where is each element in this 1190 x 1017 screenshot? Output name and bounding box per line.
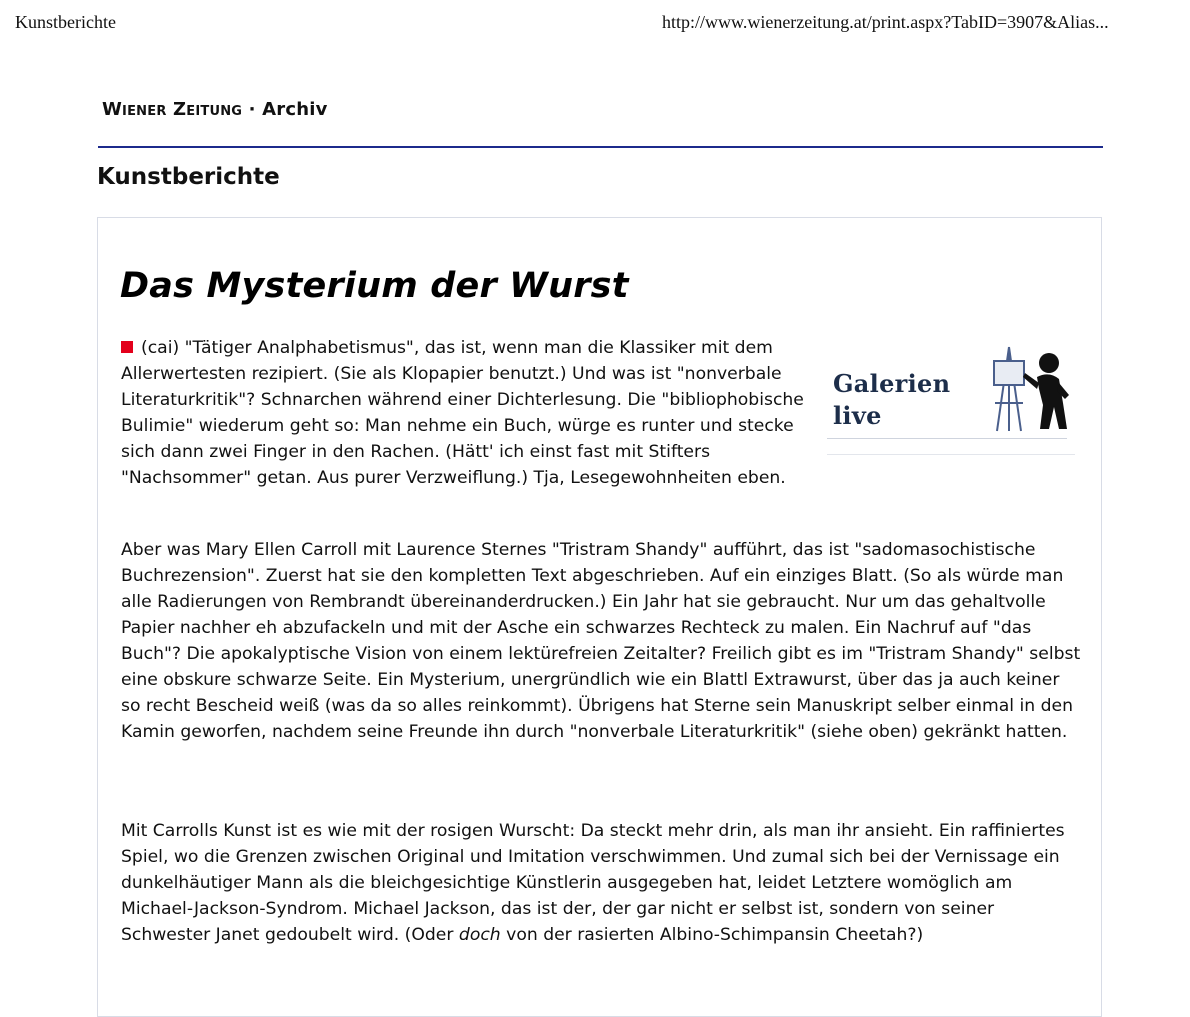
print-header-url: http://www.wienerzeitung.at/print.aspx?TabID=3907&Alias... <box>662 12 1109 32</box>
masthead <box>102 99 328 120</box>
print-header-title: Kunstberichte <box>15 12 116 32</box>
red-bullet-icon <box>121 341 133 353</box>
galerien-live-logo[interactable] <box>827 343 1077 458</box>
paragraph-3-text-start: Mit Carrolls Kunst ist es wie mit der rosigen Wurscht: Da steckt mehr drin, als man ihr ansieht. Ein raffiniertes Spiel, wo die Grenzen zwischen Original und Imitation verschwimmen. Und zumal sich bei der Vernissage ein dunkelhäutiger Mann als die bleichgesichtige Künstlerin ausgegeben hat, leidet Letztere womöglich am Michael-Jackson-Syndrom. Michael Jackson, das ist der, der gar nicht er selbst ist, sondern von seiner Schwester Janet gedoubelt wird. (Oder <box>121 821 1065 945</box>
painter-at-easel-icon <box>987 343 1077 435</box>
article-paragraph-1 <box>121 335 811 491</box>
galerien-divider-2 <box>827 454 1075 455</box>
masthead-separator: · <box>242 99 263 120</box>
paragraph-3-text-end: von der rasierten Albino-Schimpansin Cheetah?) <box>500 925 924 945</box>
article-headline: Das Mysterium der Wurst <box>120 266 629 306</box>
galerien-divider-1 <box>827 438 1067 439</box>
header-rule <box>98 146 1103 148</box>
galerien-live-line1: Galerien <box>833 369 951 398</box>
paragraph-1-text: (cai) "Tätiger Analphabetismus", das ist, wenn man die Klassiker mit dem Allerwertesten rezipiert. (Sie als Klopapier benutzt.) Und was ist "nonverbale Literaturkritik"? Schnarchen während einer Dichterlesung. Die "bibliophobische Bulimie" wiederum geht so: Man nehme ein Buch, würge es runter und stecke sich dann zwei Finger in den Rachen. (Hätt' ich einst fast mit Stifters "Nachsommer" getan. Aus purer Verzweiflung.) Tja, Lesegewohnheiten eben. <box>121 338 804 488</box>
galerien-live-line2: live <box>833 401 882 430</box>
article-paragraph-3 <box>121 818 1081 948</box>
galerien-live-title <box>833 368 950 432</box>
masthead-section: Archiv <box>262 99 328 120</box>
paragraph-2-text: Aber was Mary Ellen Carroll mit Laurence Sternes "Tristram Shandy" aufführt, das ist "sadomasochistische Buchrezension". Zuerst hat sie den kompletten Text abgeschrieben. Auf ein einziges Blatt. (So als würde man alle Radierungen von Rembrandt übereinanderdrucken.) Ein Jahr hat sie gebraucht. Nur um das gehaltvolle Papier nachher eh abzufackeln und mit der Asche ein schwarzes Rechteck zu malen. Ein Nachruf auf "das Buch"? Die apokalyptische Vision von einem lektürefreien Zeitalter? Freilich gibt es im "Tristram Shandy" selbst eine obskure schwarze Seite. Ein Mysterium, unergründlich wie ein Blattl Extrawurst, über das ja auch keiner so recht Bescheid weiß (was da so alles reinkommt). Übrigens hat Sterne sein Manuskript selber einmal in den Kamin geworfen, nachdem seine Freunde ihn durch "nonverbale Literaturkritik" (siehe oben) gekränkt hatten. <box>121 540 1081 742</box>
masthead-brand: Wiener Zeitung <box>102 99 243 120</box>
article-paragraph-2 <box>121 537 1081 745</box>
paragraph-3-emphasis: doch <box>458 925 501 945</box>
section-title: Kunstberichte <box>97 164 280 190</box>
